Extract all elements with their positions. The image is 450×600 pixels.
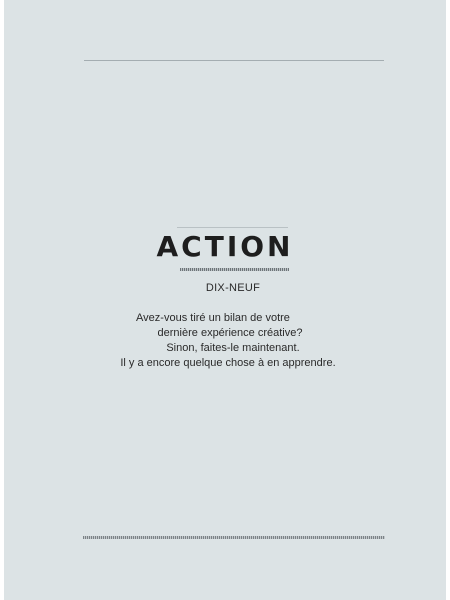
bottom-divider xyxy=(83,536,385,539)
top-divider xyxy=(84,60,384,61)
title-underline xyxy=(180,268,289,271)
page-title: ACTION xyxy=(156,230,294,263)
body-line: dernière expérience créative? xyxy=(157,327,303,339)
body-line: Il y a encore quelque chose à en apprendre. xyxy=(120,357,336,369)
page-card xyxy=(4,0,446,600)
body-text xyxy=(0,311,450,371)
body-line: Sinon, faites-le maintenant. xyxy=(166,342,300,354)
page-number-label: DIX-NEUF xyxy=(205,282,261,294)
body-line: Avez-vous tiré un bilan de votre xyxy=(136,312,290,324)
